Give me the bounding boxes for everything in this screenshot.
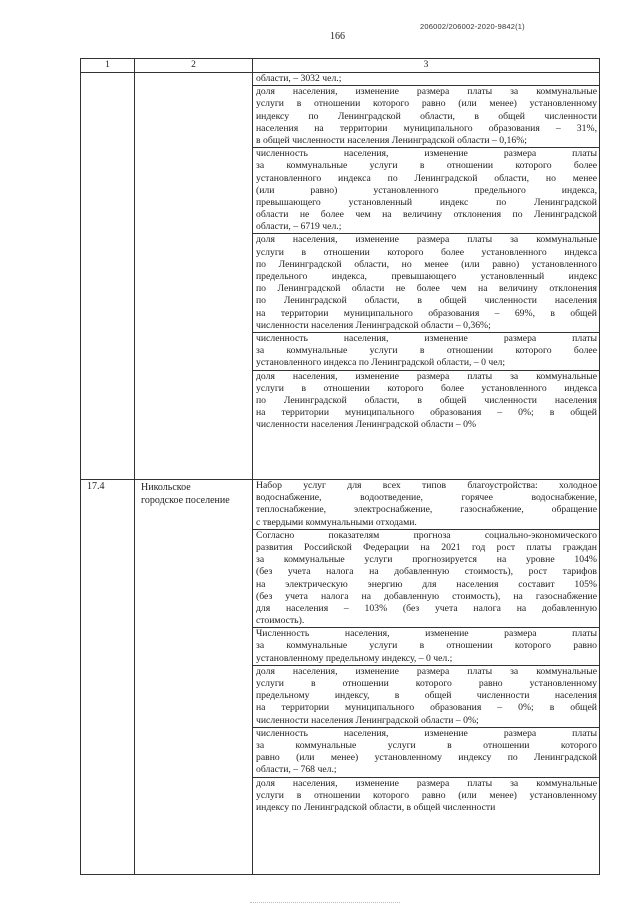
text-line: за коммунальные услуги в отношении которого равно: [256, 640, 597, 652]
text-line: за коммунальные услуги в отношении которого более: [256, 160, 597, 172]
text-line: численность населения, изменение размера платы: [256, 148, 597, 160]
text-block: [253, 371, 599, 432]
text-line: на территории муниципального образования – 0%; в общей: [256, 407, 597, 419]
text-line: на территории муниципального образования – 0%; в общей: [256, 702, 597, 714]
text-block: [253, 480, 599, 530]
text-line: (без учета налога на добавленную стоимость), рост тарифов: [256, 566, 597, 578]
text-line: установленному предельному индексу, – 0 чел.;: [256, 652, 453, 664]
text-line: стоимость).: [256, 615, 305, 627]
column-header-3: 3: [253, 59, 600, 73]
text-line: услуги в отношении которого равно установленному: [256, 678, 597, 689]
table-row: [81, 73, 600, 480]
text-line: услуги в отношении которого более установленного индекса: [256, 382, 597, 394]
text-block: [253, 628, 599, 666]
column-header-1: 1: [81, 59, 135, 73]
text-block: [253, 333, 599, 371]
text-line: с твердыми коммунальными отходами.: [256, 516, 417, 528]
text-block: [253, 148, 599, 234]
text-line: Численность населения, изменение размера платы: [256, 628, 597, 640]
text-line: доля населения, изменение размера платы за коммунальные: [256, 234, 597, 246]
text-line: для населения – 103% (без учета налога на добавленную: [256, 602, 597, 614]
row-number-cell: [81, 73, 135, 480]
text-line: по Ленинградской области, в общей численности населения: [256, 394, 597, 406]
text-line: услуги в отношении которого равно (или менее) установленному: [256, 98, 597, 110]
settlement-name-line: Никольское: [141, 482, 191, 493]
text-line: доля населения, изменение размера платы за коммунальные: [256, 370, 597, 382]
text-line: теплоснабжение, электроснабжение, газоснабжение, обращение: [256, 504, 597, 516]
table-row: [81, 480, 600, 875]
row-name-cell: [135, 480, 253, 875]
text-line: Согласно показателям прогноза социально-экономического: [256, 529, 597, 541]
text-line: по Ленинградской области, но менее (или равно) установленного: [256, 258, 597, 270]
page-number: 166: [330, 31, 345, 42]
text-line: водоснабжение, водоотведение, горячее водоснабжение,: [256, 492, 597, 504]
text-block: [253, 778, 599, 815]
text-line: области, – 768 чел.;: [256, 764, 337, 776]
footer-divider: [250, 902, 400, 904]
text-line: численность населения, изменение размера платы: [256, 332, 597, 344]
text-block: [253, 530, 599, 629]
text-block: [253, 86, 599, 148]
text-line: области не более чем на величину отклонения по Ленинградской: [256, 209, 597, 221]
row-content-cell: [253, 480, 600, 875]
text-line: численность населения, изменение размера платы: [256, 727, 597, 739]
text-line: доля населения, изменение размера платы за коммунальные: [256, 777, 597, 789]
text-line: услуги в отношении которого более установленного индекса: [256, 246, 597, 258]
text-line: развития Российской Федерации на 2021 год рост платы граждан: [256, 541, 597, 553]
text-line: (или равно) установленного предельного индекса,: [256, 184, 597, 196]
text-line: на территории муниципального образования – 69%, в общей: [256, 307, 597, 319]
text-line: установленного индекса по Ленинградской области, – 0 чел;: [256, 357, 506, 369]
text-block: [253, 666, 599, 728]
text-line: численности населения Ленинградской области – 0,36%;: [256, 319, 491, 331]
text-line: установленного индекса по Ленинградской области, но менее: [256, 172, 597, 184]
text-block: [253, 73, 599, 86]
text-line: превышающего установленный индекс по Ленинградской: [256, 196, 597, 208]
text-line: за коммунальные услуги в отношении которого более: [256, 345, 597, 357]
row-content-cell: [253, 73, 600, 480]
row-name-cell: [135, 73, 253, 480]
table-header-row: [81, 59, 600, 73]
text-line: индексу по Ленинградской области, в общей численности: [256, 110, 597, 122]
column-header-2: 2: [135, 59, 253, 73]
text-line: услуги в отношении которого равно (или менее) установленному: [256, 789, 597, 801]
text-line: численности населения Ленинградской области – 0%;: [256, 714, 479, 726]
text-line: по Ленинградской области, в общей численности населения: [256, 295, 597, 307]
text-block: [253, 234, 599, 333]
text-line: Набор услуг для всех типов благоустройства: холодное: [256, 480, 597, 491]
text-line: в общей численности населения Ленинградской области – 0,16%;: [256, 134, 527, 146]
text-line: численности населения Ленинградской области – 0%: [256, 419, 477, 431]
text-line: равно (или менее) установленному индексу по Ленинградской: [256, 752, 597, 764]
document-id: 206002/206002-2020-9842(1): [420, 22, 525, 31]
text-line: за коммунальные услуги в отношении которого: [256, 739, 597, 751]
text-line: доля населения, изменение размера платы за коммунальные: [256, 86, 597, 98]
text-line: предельному индексу, в общей численности населения: [256, 690, 597, 702]
text-line: (без учета налога на добавленную стоимость), на газоснабжение: [256, 590, 597, 602]
text-line: по Ленинградской области не более чем на величину отклонения: [256, 283, 597, 295]
text-block: [253, 728, 599, 778]
text-line: предельного индекса, превышающего установленный индекс: [256, 271, 597, 282]
text-line: доля населения, изменение размера платы за коммунальные: [256, 665, 597, 677]
text-line: области, – 3032 чел.;: [256, 73, 342, 84]
text-line: области, – 6719 чел.;: [256, 221, 342, 233]
text-line: населения на территории муниципального образования – 31%,: [256, 122, 597, 134]
settlement-name-line: городское поселение: [141, 495, 230, 506]
text-line: за коммунальные услуги прогнозируется на уровне 104%: [256, 554, 597, 566]
text-line: индексу по Ленинградской области, в общей численности: [256, 801, 496, 813]
text-line: на электрическую энергию для населения составит 105%: [256, 578, 597, 590]
row-number-cell: 17.4: [81, 480, 135, 875]
data-table: [80, 58, 600, 875]
